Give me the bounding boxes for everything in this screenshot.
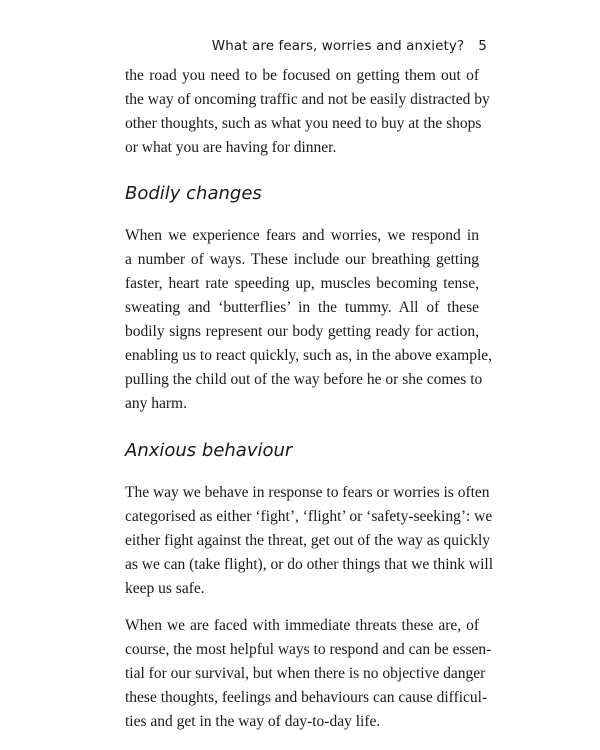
text-line: tial for our survival, but when there is no objective danger [125,665,486,682]
text-line: as we can (take flight), or do other things that we think will [125,556,494,573]
text-line: bodily signs represent our body getting ready for action, [125,323,479,340]
text-line: the way of oncoming traffic and not be easily distracted by [125,91,490,108]
text-line: categorised as either ‘fight’, ‘flight’ or ‘safety-seeking’: we [125,508,493,525]
text-line: keep us safe. [125,580,205,597]
paragraph-anxious-behaviour-1 [125,481,494,601]
text-line: a number of ways. These include our breathing getting [125,251,479,268]
text-line: or what you are having for dinner. [125,139,337,156]
running-head [212,38,487,54]
paragraph-bodily-changes [125,224,493,416]
text-line: other thoughts, such as what you need to buy at the shops [125,115,482,132]
text-line: The way we behave in response to fears or worries is often [125,484,490,501]
paragraph-anxious-behaviour-2 [125,614,492,734]
page-body [125,64,494,747]
text-line: any harm. [125,395,187,412]
text-line: When we are faced with immediate threats these are, of [125,617,479,634]
text-line: either fight against the threat, get out of the way as quickly [125,532,490,549]
section-heading-anxious-behaviour: Anxious behaviour [125,440,293,461]
text-line: pulling the child out of the way before he or she comes to [125,371,483,388]
text-line: the road you need to be focused on getting them out of [125,67,479,84]
text-line: sweating and ‘butterflies’ in the tummy. All of these [125,299,479,316]
text-line: enabling us to react quickly, such as, in the above example, [125,347,493,364]
text-line: these thoughts, feelings and behaviours can cause difficul- [125,689,488,706]
text-line: ties and get in the way of day-to-day life. [125,713,381,730]
page-number: 5 [478,38,487,54]
running-head-title: What are fears, worries and anxiety? [211,38,465,54]
paragraph-continued [125,64,490,160]
section-heading-bodily-changes: Bodily changes [125,183,262,204]
text-line: When we experience fears and worries, we respond in [125,227,479,244]
text-line: faster, heart rate speeding up, muscles becoming tense, [125,275,479,292]
text-line: course, the most helpful ways to respond and can be essen- [125,641,492,658]
